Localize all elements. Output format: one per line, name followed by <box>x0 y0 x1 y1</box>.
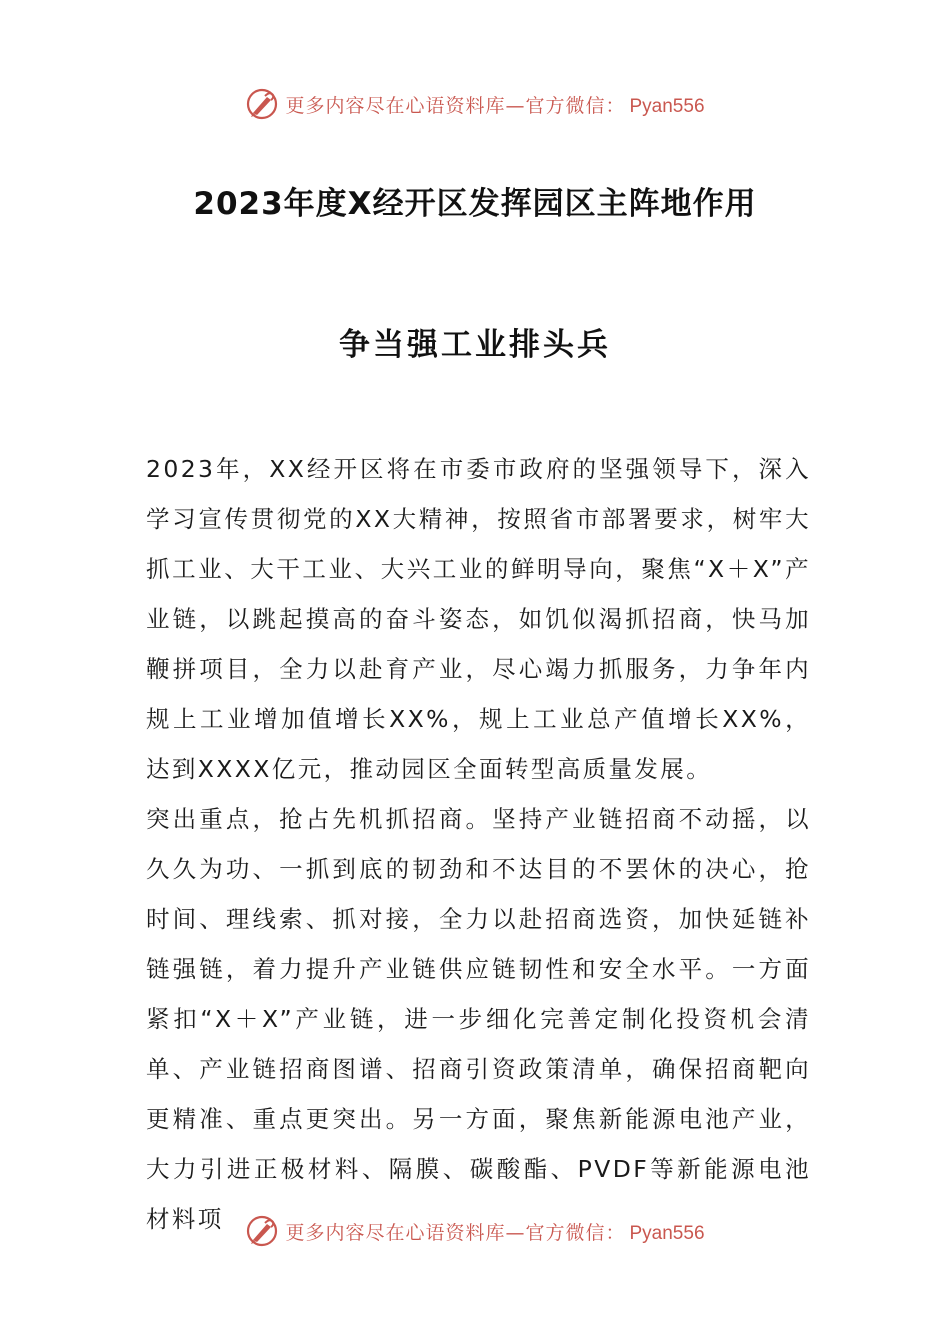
pen-logo-icon <box>245 87 279 121</box>
document-title-line-2: 争当强工业排头兵 <box>339 327 611 363</box>
watermark-text: 更多内容尽在心语资料库—官方微信： Pyan556 <box>285 94 705 117</box>
paragraph-investment: 突出重点，抢占先机抓招商。坚持产业链招商不动摇，以久久为功、一抓到底的韧劲和不达目的不罢休的决心，抢时间、理线索、抓对接，全力以赴招商选资，加快延链补链强链，着力提升产业链供应链韧性和安全水平。一方面紧扣“X＋X”产业链，进一步细化完善定制化投资机会清单、产业链招商图谱、招商引资政策清单，确保招商靶向更精准、重点更突出。另一方面，聚焦新能源电池产业，大力引进正极材料、隔膜、碳酸酯、PVDF等新能源电池材料项 <box>146 805 811 1233</box>
watermark-account: Pyan556 <box>629 95 705 117</box>
watermark-header <box>0 84 950 124</box>
watermark-text: 更多内容尽在心语资料库—官方微信： Pyan556 <box>285 1221 705 1244</box>
watermark-account: Pyan556 <box>629 1222 705 1244</box>
watermark-footer <box>0 1211 950 1251</box>
pen-logo-icon <box>245 1214 279 1248</box>
document-title-line-1: 2023年度X经开区发挥园区主阵地作用 <box>193 186 757 222</box>
paragraph-intro: 2023年，XX经开区将在市委市政府的坚强领导下，深入学习宣传贯彻党的XX大精神，按照省市部署要求，树牢大抓工业、大干工业、大兴工业的鲜明导向，聚焦“X＋X”产业链，以跳起摸高的奋斗姿态，如饥似渴抓招商，快马加鞭拼项目，全力以赴育产业，尽心竭力抓服务，力争年内规上工业增加值增长XX%，规上工业总产值增长XX%，达到XXXX亿元，推动园区全面转型高质量发展。 <box>146 455 811 783</box>
document-body <box>146 444 811 1244</box>
